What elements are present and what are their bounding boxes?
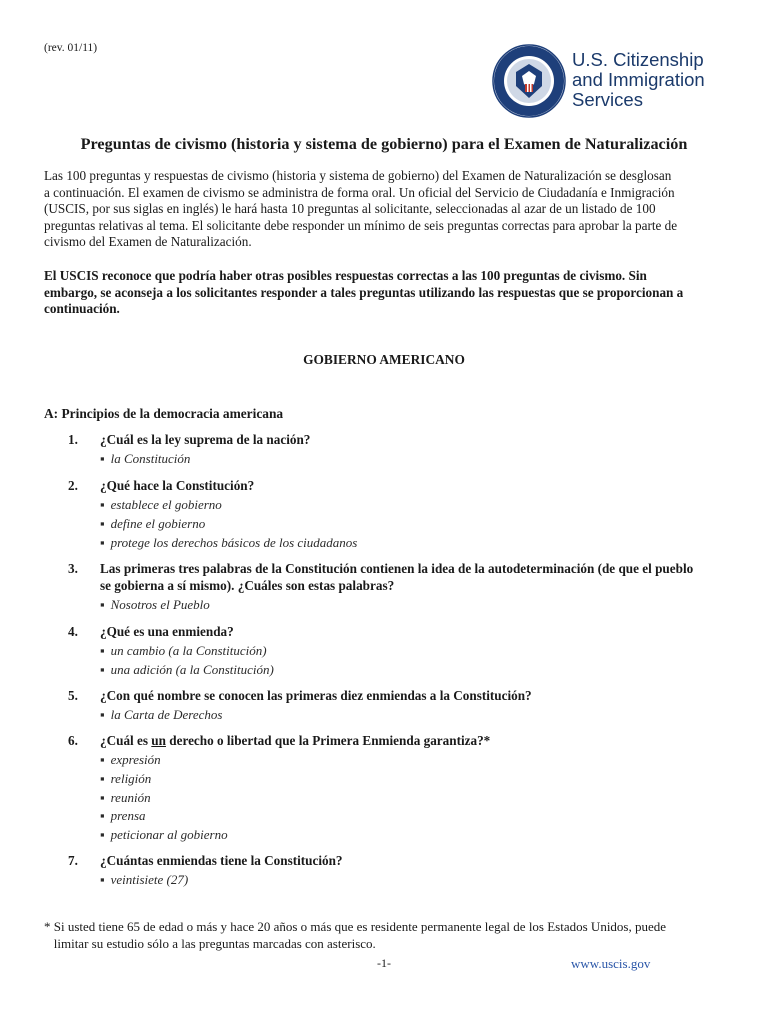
question-number: 1.	[68, 432, 78, 447]
bullet-icon: ▪	[100, 515, 105, 531]
question-line: ¿Qué hace la Constitución?	[100, 478, 255, 493]
answer-list	[100, 871, 188, 890]
answer-text: la Carta de Derechos	[110, 707, 223, 722]
answer-item	[100, 450, 190, 469]
question-text	[100, 432, 310, 449]
question-emphasis: un	[151, 733, 166, 748]
intro-line: (USCIS, por sus siglas en inglés) le hará hasta 10 preguntas al solicitante, seleccionadas al azar de un listado de 100	[44, 201, 656, 217]
intro-line: civismo del Examen de Naturalización.	[44, 234, 252, 250]
bullet-icon: ▪	[100, 707, 105, 722]
question-text	[100, 478, 254, 495]
bullet-icon: ▪	[100, 597, 105, 612]
question-text	[100, 624, 234, 641]
revision-label: (rev. 01/11)	[44, 42, 98, 54]
footnote-line: * Si usted tiene 65 de edad o más y hace 20 años o más que es residente permanente legal de los Estados Unidos, puede	[44, 919, 667, 934]
answer-item	[100, 770, 228, 789]
answer-text: Nosotros el Pueblo	[110, 597, 210, 612]
notice-line: continuación.	[44, 301, 120, 317]
question-number: 7.	[68, 853, 78, 868]
bullet-icon: ▪	[100, 451, 105, 466]
question-number: 6.	[68, 733, 78, 748]
question-number: 5.	[68, 688, 78, 703]
footnote-line: limitar su estudio sólo a las preguntas marcadas con asterisco.	[44, 935, 376, 951]
answer-list	[100, 596, 210, 615]
answer-item	[100, 871, 188, 890]
answer-item	[100, 789, 228, 808]
answer-list	[100, 496, 357, 552]
bullet-icon: ▪	[100, 643, 105, 658]
section-heading: GOBIERNO AMERICANO	[303, 352, 465, 367]
notice-line: embargo, se aconseja a los solicitantes responder a tales preguntas utilizando las respuestas que se proporcionan a	[44, 284, 684, 300]
answer-item	[100, 596, 210, 615]
question-line: ¿Cuántas enmiendas tiene la Constitución?	[100, 853, 343, 868]
question-number: 2.	[68, 478, 78, 493]
answer-text: peticionar al gobierno	[110, 827, 228, 843]
notice-line: El USCIS reconoce que podría haber otras posibles respuestas correctas a las 100 preguntas de civismo. Sin	[44, 268, 647, 283]
uscis-logo	[492, 44, 732, 120]
bullet-icon: ▪	[100, 752, 105, 767]
question-text	[100, 561, 693, 594]
answer-text: religión	[110, 770, 152, 786]
bullet-icon: ▪	[100, 789, 105, 805]
question-line: se gobierna a sí mismo). ¿Cuáles son estas palabras?	[100, 577, 395, 593]
intro-line: a continuación. El examen de civismo se administra de forma oral. Un oficial del Servicio de Ciudadanía e Inmigración	[44, 184, 675, 200]
bullet-icon: ▪	[100, 872, 105, 887]
question-text	[100, 853, 343, 870]
bullet-icon: ▪	[100, 808, 105, 824]
answer-text: define el gobierno	[110, 515, 206, 531]
answer-list	[100, 706, 222, 725]
answer-list	[100, 642, 274, 680]
answer-text: establece el gobierno	[110, 497, 222, 512]
agency-name	[572, 50, 705, 110]
bullet-icon: ▪	[100, 770, 105, 786]
intro-paragraph	[44, 168, 724, 251]
footnote	[44, 919, 734, 952]
answer-item	[100, 534, 357, 553]
website-link[interactable]: www.uscis.gov	[571, 956, 651, 971]
bullet-icon: ▪	[100, 497, 105, 512]
question-text	[100, 733, 490, 750]
answer-text: expresión	[110, 752, 161, 767]
answer-item	[100, 642, 274, 661]
subsection-heading: A: Principios de la democracia americana	[44, 406, 284, 421]
question-text	[100, 688, 532, 705]
answer-text: veintisiete (27)	[110, 872, 189, 887]
question-number: 3.	[68, 561, 78, 576]
bullet-icon: ▪	[100, 661, 105, 677]
answer-item	[100, 496, 357, 515]
answer-list	[100, 450, 190, 469]
answer-text: la Constitución	[110, 451, 191, 466]
document-title: Preguntas de civismo (historia y sistema de gobierno) para el Examen de Naturalización	[80, 135, 688, 153]
answer-text: protege los derechos básicos de los ciudadanos	[110, 534, 358, 550]
intro-line: Las 100 preguntas y respuestas de civismo (historia y sistema de gobierno) del Examen de Naturalización se desglosan	[44, 168, 672, 183]
question-line: ¿Con qué nombre se conocen las primeras diez enmiendas a la Constitución?	[100, 688, 532, 703]
question-line: ¿Cuál es la ley suprema de la nación?	[100, 432, 311, 447]
answer-item	[100, 706, 222, 725]
notice-paragraph	[44, 268, 724, 318]
answer-text: reunión	[110, 789, 151, 805]
question-line	[100, 733, 490, 750]
intro-line: preguntas relativas al tema. El solicitante debe responder un mínimo de seis preguntas correctas para aprobar la parte de	[44, 217, 678, 233]
question-number: 4.	[68, 624, 78, 639]
answer-item	[100, 826, 228, 845]
answer-item	[100, 661, 274, 680]
answer-item	[100, 515, 357, 534]
question-fragment: derecho o libertad que la Primera Enmienda garantiza?*	[165, 733, 491, 748]
agency-line: Services	[572, 89, 643, 110]
dhs-seal-icon	[492, 44, 566, 118]
question-line: ¿Qué es una enmienda?	[100, 624, 234, 639]
page-number: -1-	[377, 956, 391, 970]
answer-text: una adición (a la Constitución)	[110, 661, 274, 677]
answer-text: un cambio (a la Constitución)	[110, 643, 267, 658]
bullet-icon: ▪	[100, 534, 105, 550]
question-line: Las primeras tres palabras de la Constitución contienen la idea de la autodeterminación (de que el pueblo	[100, 561, 694, 576]
agency-line: and Immigration	[572, 69, 705, 90]
agency-line: U.S. Citizenship	[572, 49, 704, 70]
answer-item	[100, 807, 228, 826]
answer-list	[100, 751, 228, 845]
bullet-icon: ▪	[100, 827, 105, 843]
answer-text: prensa	[110, 808, 146, 824]
answer-item	[100, 751, 228, 770]
question-fragment: ¿Cuál es	[100, 733, 152, 748]
